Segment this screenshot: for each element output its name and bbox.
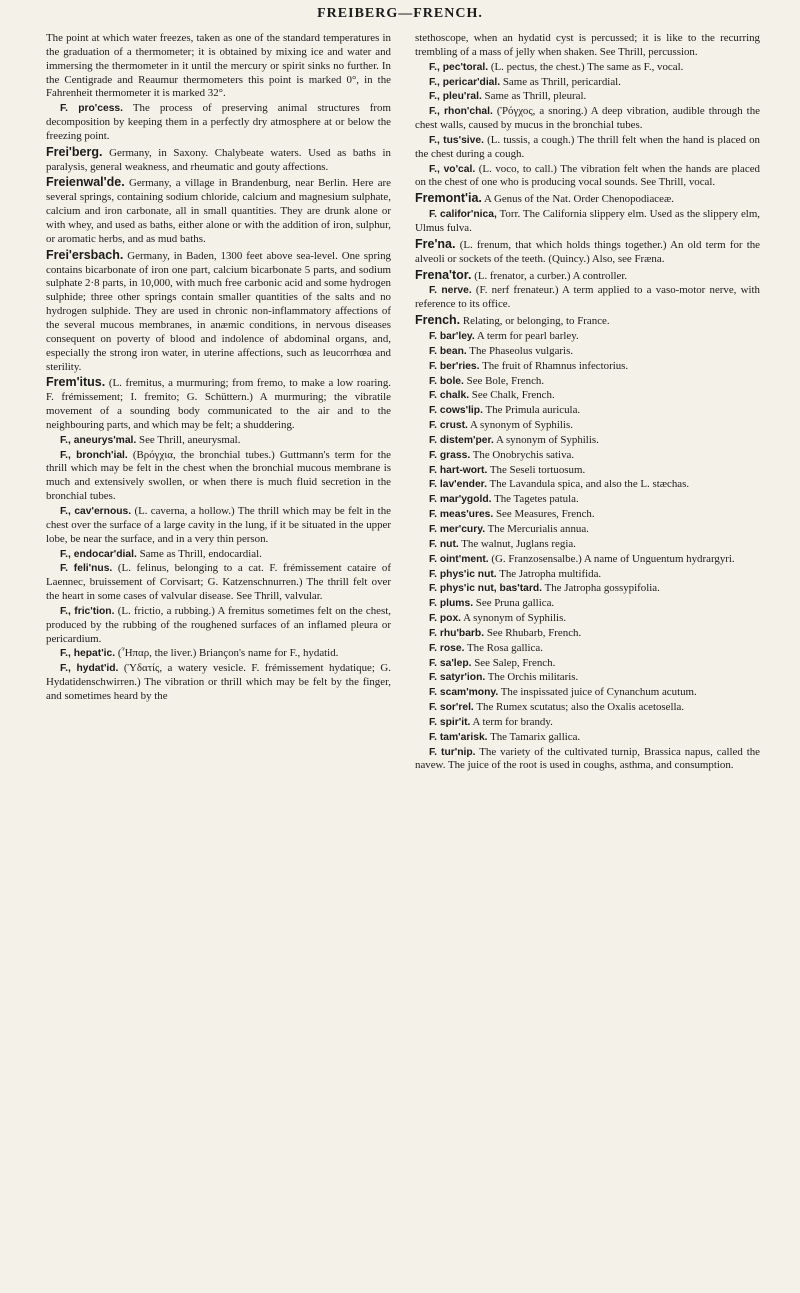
entry-definition: Germany, in Saxony. Chalybeate waters. Used as baths in paralysis, general weakness, and rheumatic and gouty affections. — [46, 146, 391, 173]
dictionary-entry — [46, 175, 391, 246]
entry-headword: F. satyr'ion. — [429, 672, 486, 684]
entry-headword: F. lav'ender. — [429, 479, 487, 491]
entry-headword: F. sor'rel. — [429, 702, 474, 714]
entry-headword: F., cav'ernous. — [60, 505, 132, 517]
entry-definition: (Ἧπαρ, the liver.) Briançon's name for F., hydatid. — [117, 647, 339, 660]
dictionary-entry — [415, 90, 760, 104]
entry-definition: The inspissated juice of Cynanchum acutum. — [500, 686, 697, 699]
entry-headword: F. tam'arisk. — [429, 731, 488, 743]
dictionary-entry — [415, 627, 760, 641]
dictionary-entry — [46, 102, 391, 144]
dictionary-entry — [415, 478, 760, 492]
dictionary-entry — [415, 464, 760, 478]
dictionary-entry — [415, 208, 760, 236]
entry-headword: F. scam'mony. — [429, 687, 499, 699]
dictionary-entry — [46, 248, 391, 375]
entry-definition: A synonym of Syphilis. — [495, 433, 599, 446]
entry-definition: (L. pectus, the chest.) The same as F., vocal. — [490, 60, 684, 73]
dictionary-entry — [415, 508, 760, 522]
entry-headword: F., tus'sive. — [429, 134, 484, 146]
dictionary-entry — [46, 505, 391, 547]
entry-headword: French. — [415, 313, 461, 328]
dictionary-entry — [415, 419, 760, 433]
dictionary-entry — [46, 434, 391, 448]
entry-headword: F. nerve. — [429, 285, 472, 297]
entry-definition: (Βρόγχια, the bronchial tubes.) Guttmann's term for the thrill which may be felt in the chest when the bronchial mucous membrane is much and extensively swollen, or when there is much fluid secretion in the bronchial tubes. — [46, 448, 391, 503]
entry-definition: The Phaseolus vulgaris. — [469, 344, 574, 357]
entry-headword: Freienwal'de. — [46, 175, 125, 190]
entry-definition: A synonym of Syphilis. — [470, 419, 573, 432]
entry-headword: F., fric'tion. — [60, 605, 115, 617]
dictionary-entry — [415, 330, 760, 344]
dictionary-entry — [415, 449, 760, 463]
entry-definition: The process of preserving animal structures from decomposition by keeping them in a perfectly dry atmosphere at or below the freezing point. — [46, 102, 391, 142]
entry-definition: (L. frenum, that which holds things together.) An old term for the alveoli or sockets of the teeth. (Quincy.) Also, see Fræna. — [415, 238, 760, 265]
entry-definition: See Measures, French. — [496, 508, 595, 521]
entry-headword: F. oint'ment. — [429, 553, 489, 565]
dictionary-entry — [415, 284, 760, 312]
dictionary-entry — [415, 237, 760, 267]
dictionary-entry — [415, 657, 760, 671]
entry-definition: The Lavandula spica, and also the L. stæchas. — [489, 478, 690, 491]
entry-definition: (G. Franzosensalbe.) A name of Unguentum hydrargyri. — [491, 552, 735, 565]
entry-headword: F. ber'ries. — [429, 360, 480, 372]
dictionary-entry — [46, 562, 391, 604]
entry-headword: F. sa'lep. — [429, 657, 472, 669]
entry-definition: (L. fremitus, a murmuring; from fremo, to make a low roaring. F. frémissement; I. fremito; G. Schüttern.) A murmuring; the vibratile movement of a sounding body communicated to the air and to the neighbouring parts, and which may be felt; a shuddering. — [46, 377, 391, 431]
entry-headword: F. mar'ygold. — [429, 494, 492, 506]
entry-headword: F. spir'it. — [429, 716, 471, 728]
entry-headword: F. pox. — [429, 613, 462, 625]
entry-headword: F. plums. — [429, 598, 474, 610]
entry-definition: See Chalk, French. — [471, 389, 555, 402]
dictionary-entry — [415, 389, 760, 403]
entry-definition: The point at which water freezes, taken as one of the standard temperatures in the graduation of a thermometer; it is obtained by mixing ice and water and immersing the thermometer in it until the mercury or spirit sinks no further. In the Centigrade and Reaumur thermometers this point is marked 0°, in the Fahrenheit thermometer it is marked 32°. — [46, 32, 391, 100]
entry-headword: F. tur'nip. — [429, 746, 476, 758]
entry-headword: F., aneurys'mal. — [60, 434, 137, 446]
entry-definition: Same as Thrill, pleural. — [484, 90, 587, 103]
entry-definition: The Tagetes patula. — [494, 493, 579, 506]
entry-definition: Germany, a village in Brandenburg, near Berlin. Here are several springs, containing sodium chloride, calcium and magnesium sulphate, calcium and iron carbonate, all in small quantities. They are drunk alone or with whey, and used as baths, either alone or with the addition of iron, sulphur, or aromatic herbs, and as mud baths. — [46, 177, 391, 245]
dictionary-entry — [46, 375, 391, 432]
entry-definition: stethoscope, when an hydatid cyst is percussed; it is like to the recurring trembling of a mass of jelly when shaken. See Thrill, percussion. — [415, 32, 760, 58]
entry-definition: (L. caverna, a hollow.) The thrill which may be felt in the chest over the surface of a large cavity in the lung, if it be situated in the upper lobe, be near the surface, and in a very thin person. — [46, 504, 391, 545]
entry-headword: Frei'berg. — [46, 144, 103, 159]
dictionary-entry — [415, 538, 760, 552]
entry-definition: The Tamarix gallica. — [490, 730, 581, 743]
entry-headword: F. mer'cury. — [429, 523, 486, 535]
entry-headword: F. rhu'barb. — [429, 627, 485, 639]
dictionary-entry — [46, 32, 391, 101]
entry-headword: F. distem'per. — [429, 434, 494, 446]
entry-definition: The Rosa gallica. — [467, 641, 543, 654]
entry-definition: Torr. The California slippery elm. Used as the slippery elm, Ulmus fulva. — [415, 208, 761, 234]
entry-definition: (F. nerf frenateur.) A term applied to a vaso-motor nerve, with reference to its office. — [415, 284, 760, 311]
dictionary-entry — [415, 731, 760, 745]
dictionary-entry — [415, 375, 760, 389]
entry-definition: (Ὑδατίς, a watery vesicle. F. frémissement hydatique; G. Hydatidenschwirren.) The vibration or thrill which may be felt by the finger, and sometimes heard by the — [46, 662, 391, 702]
dictionary-entry — [415, 523, 760, 537]
entry-headword: F. nut. — [429, 538, 459, 550]
entry-headword: F. califor'nica, — [429, 209, 497, 221]
dictionary-entry — [415, 134, 760, 162]
entry-definition: (L. tussis, a cough.) The thrill felt when the hand is placed on the chest during a cough. — [415, 133, 760, 160]
entry-definition: Same as Thrill, pericardial. — [502, 75, 621, 88]
entry-definition: A term for pearl barley. — [476, 330, 579, 342]
entry-definition: The variety of the cultivated turnip, Brassica napus, called the navew. The juice of the root is used in coughs, asthma, and consumption. — [415, 745, 760, 772]
entry-definition: See Bole, French. — [466, 374, 545, 387]
entry-definition: The Seseli tortuosum. — [489, 463, 586, 476]
entry-definition: Relating, or belonging, to France. — [462, 315, 610, 328]
entry-definition: Same as Thrill, endocardial. — [139, 547, 262, 560]
entry-definition: The Jatropha multifida. — [499, 567, 602, 580]
entry-headword: F. bole. — [429, 375, 464, 387]
dictionary-entry — [415, 597, 760, 611]
entry-definition: (L. felinus, belonging to a cat. F. frémissement cataire of Laennec, bruissement of Corvisart; G. Katzenschnurren.) The thrill felt over the heart in some cases of valvular disease. See Thrill, valvular. — [46, 562, 391, 603]
dictionary-entry — [415, 716, 760, 730]
dictionary-entry — [46, 605, 391, 647]
dictionary-entry — [46, 449, 391, 504]
entry-definition: The fruit of Rhamnus infectorius. — [482, 359, 629, 372]
entry-definition: Germany, in Baden, 1300 feet above sea-level. One spring contains bicarbonate of iron one part, calcium bicarbonate 5 parts, and sodium sulphate 2·8 parts, in 10,000, with much free carbonic acid and some hydrogen sulphide; three other springs contain smaller quantities of the salts and no hydrogen sulphide. They are used in chronic non-inflammatory affections of the several mucous membranes, in anæmic conditions, in nervous diseases consequent on poverty of blood and indolence of abdominal organs, and, especially the strong iron water, in uterine affections, such as leucorrhœa and sterility. — [46, 249, 391, 373]
entry-definition: The Orchis militaris. — [487, 671, 579, 684]
dictionary-entry — [415, 345, 760, 359]
entry-definition: (L. frenator, a curber.) A controller. — [474, 269, 628, 282]
entry-definition: A synonym of Syphilis. — [463, 612, 567, 625]
dictionary-entry — [415, 568, 760, 582]
entry-headword: F. meas'ures. — [429, 509, 494, 521]
entry-definition: The Mercurialis annua. — [487, 522, 589, 535]
dictionary-entry — [415, 191, 760, 207]
dictionary-entry — [415, 582, 760, 596]
entry-headword: F., hydat'id. — [60, 663, 119, 675]
entry-headword: F. feli'nus. — [60, 563, 113, 575]
dictionary-entry — [46, 647, 391, 661]
dictionary-entry — [415, 493, 760, 507]
entry-headword: F., pec'toral. — [429, 61, 489, 73]
running-head: FREIBERG—FRENCH. — [317, 6, 483, 21]
entry-definition: (L. frictio, a rubbing.) A fremitus sometimes felt on the chest, produced by the rubbing of the roughened surfaces of an inflamed pleura or pericardium. — [46, 604, 392, 645]
entry-definition: The Onobrychis sativa. — [472, 448, 575, 461]
entry-headword: F. chalk. — [429, 390, 470, 402]
entry-headword: F., pericar'dial. — [429, 76, 501, 88]
dictionary-entry — [415, 434, 760, 448]
entry-definition: A Genus of the Nat. Order Chenopodiaceæ. — [484, 193, 674, 206]
entry-definition: See Pruna gallica. — [475, 597, 555, 610]
dictionary-entry — [415, 686, 760, 700]
dictionary-entry — [415, 671, 760, 685]
dictionary-entry — [415, 404, 760, 418]
entry-headword: Frena'tor. — [415, 267, 472, 282]
entry-headword: F. phys'ic nut, bas'tard. — [429, 583, 543, 595]
dictionary-entry — [415, 746, 760, 774]
entry-headword: F. bean. — [429, 345, 467, 357]
dictionary-entry — [46, 662, 391, 704]
dictionary-columns — [46, 32, 760, 774]
dictionary-entry — [415, 163, 760, 191]
entry-headword: F. phys'ic nut. — [429, 568, 497, 580]
dictionary-entry — [415, 642, 760, 656]
entry-headword: F. rose. — [429, 642, 465, 654]
entry-headword: F., bronch'ial. — [60, 449, 128, 461]
left-column — [46, 32, 391, 774]
right-column — [415, 32, 760, 774]
entry-headword: F., rhon'chal. — [429, 106, 493, 118]
entry-definition: See Rhubarb, French. — [486, 626, 582, 639]
dictionary-entry — [415, 61, 760, 75]
entry-headword: F., hepat'ic. — [60, 648, 116, 660]
entry-definition: The Primula auricula. — [485, 404, 581, 417]
entry-headword: F. hart-wort. — [429, 464, 488, 476]
entry-headword: F. pro'cess. — [60, 103, 124, 115]
dictionary-entry — [415, 105, 760, 133]
entry-definition: The walnut, Juglans regia. — [461, 537, 576, 550]
entry-headword: F. grass. — [429, 449, 471, 461]
dictionary-entry — [415, 701, 760, 715]
entry-headword: Fremont'ia. — [415, 191, 482, 206]
dictionary-entry — [46, 145, 391, 175]
entry-headword: F. crust. — [429, 420, 468, 432]
entry-headword: Frem'itus. — [46, 375, 106, 390]
entry-definition: See Thrill, aneurysmal. — [139, 433, 241, 446]
entry-headword: Fre'na. — [415, 236, 456, 251]
entry-headword: F., vo'cal. — [429, 163, 476, 175]
entry-definition: See Salep, French. — [474, 656, 556, 669]
dictionary-entry — [415, 553, 760, 567]
entry-definition: (L. voco, to call.) The vibration felt when the hands are placed on the chest of one who is producing vocal sounds. See Thrill, vocal. — [415, 162, 761, 189]
dictionary-entry — [415, 76, 760, 90]
dictionary-entry — [415, 360, 760, 374]
entry-headword: F. cows'lip. — [429, 405, 483, 417]
dictionary-entry — [415, 313, 760, 329]
entry-headword: F., endocar'dial. — [60, 548, 137, 560]
entry-headword: F. bar'ley. — [429, 331, 475, 342]
dictionary-entry — [415, 32, 760, 60]
dictionary-entry — [46, 548, 391, 562]
entry-definition: A term for brandy. — [472, 715, 553, 728]
entry-headword: Frei'ersbach. — [46, 247, 124, 262]
entry-definition: (Ῥόγχος, a snoring.) A deep vibration, audible through the chest walls, caused by mucus in the bronchial tubes. — [415, 105, 760, 132]
entry-definition: The Jatropha gossypifolia. — [544, 582, 660, 595]
dictionary-entry — [415, 612, 760, 626]
entry-definition: The Rumex scutatus; also the Oxalis acetosella. — [476, 701, 685, 714]
entry-headword: F., pleu'ral. — [429, 91, 482, 103]
dictionary-entry — [415, 268, 760, 284]
